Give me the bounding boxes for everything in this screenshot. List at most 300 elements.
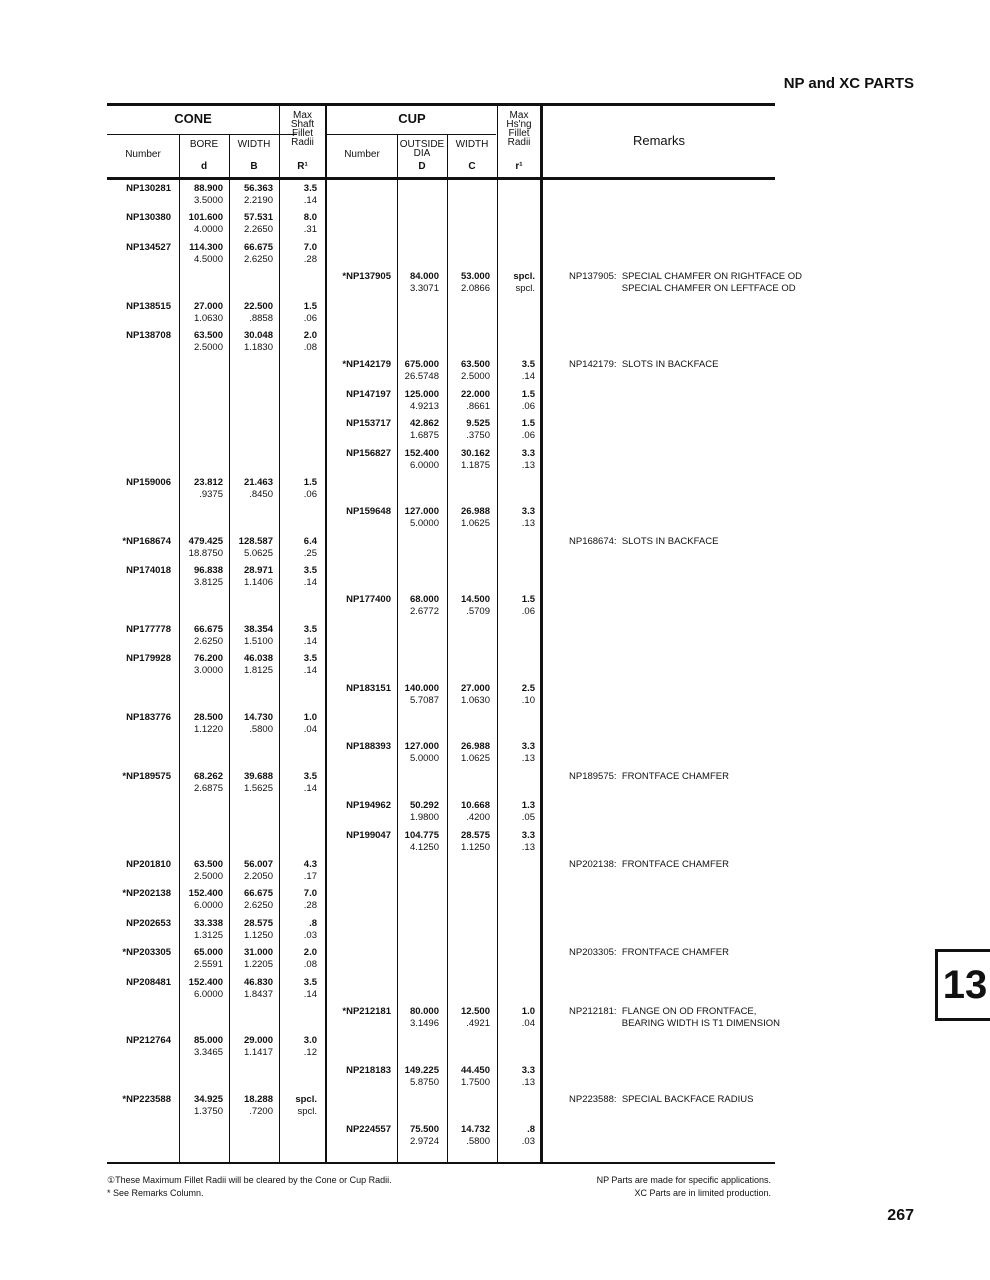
cell-value-inch: 1.2205 — [243, 959, 273, 971]
cell-cup: NP224557 — [346, 1123, 391, 1135]
cell-value-inch: 1.1875 — [460, 459, 490, 471]
cell-value-inch: 1.8125 — [243, 665, 273, 677]
cell-value: 3.3 — [521, 1064, 535, 1076]
cell-value: .8 — [527, 1123, 535, 1135]
table-bottom-rule — [107, 1162, 775, 1164]
cell-value: .8 — [309, 917, 317, 929]
cell-value-inch: 18.8750 — [188, 547, 223, 559]
cell-value-inch: 2.6772 — [409, 606, 439, 618]
cell-value: 29.000 — [243, 1035, 273, 1047]
cell-value-inch: spcl. — [297, 1106, 317, 1118]
cell-value-inch: 2.5591 — [193, 959, 223, 971]
cell-value: NP203305: FRONTFACE CHAMFER — [569, 947, 729, 959]
cell-cw — [430, 389, 490, 413]
cell-value-inch: 4.9213 — [409, 400, 439, 412]
cell-value: 127.000 — [404, 741, 439, 753]
cell-value: 479.425 — [188, 535, 223, 547]
cell-bw — [213, 947, 273, 971]
cell-value: 1.5 — [521, 388, 535, 400]
cell-value-inch: .4921 — [466, 1017, 490, 1029]
header-line: Radii — [291, 137, 314, 148]
cell-value: 12.500 — [460, 1005, 490, 1017]
table-row — [107, 737, 775, 766]
cell-value-inch: 2.6250 — [193, 635, 223, 647]
cell-value: 46.038 — [243, 653, 273, 665]
cell-rem — [569, 1094, 753, 1106]
cell-value: 1.0 — [303, 712, 317, 724]
cell-value-inch: 2.5000 — [193, 341, 223, 353]
cell-bw — [213, 477, 273, 501]
cell-cone: *NP168674 — [122, 535, 171, 547]
header-line: Fillet — [508, 128, 530, 139]
header-line: Fillet — [291, 128, 314, 139]
cell-value-inch: 1.8437 — [243, 988, 273, 1000]
cell-value: 28.575 — [243, 917, 273, 929]
cell-r — [277, 242, 317, 266]
cell-value: 63.500 — [193, 858, 223, 870]
cell-value: 128.587 — [238, 535, 273, 547]
footnote: NP Parts are made for specific applications. — [596, 1175, 771, 1185]
cell-value: NP189575: FRONTFACE CHAMFER — [569, 770, 729, 782]
cell-bw — [213, 888, 273, 912]
cell-value-inch: .8450 — [249, 488, 273, 500]
cell-cr — [495, 594, 535, 618]
cell-value-inch: 2.6250 — [243, 900, 273, 912]
cell-value-inch: .06 — [521, 606, 535, 618]
cell-value: 53.000 — [460, 271, 490, 283]
table-row — [107, 179, 775, 208]
cell-value: 75.500 — [409, 1123, 439, 1135]
cell-r — [277, 653, 317, 677]
table-row — [107, 561, 775, 590]
cell-value: 56.363 — [243, 183, 273, 194]
cell-value-inch: 3.1496 — [409, 1017, 439, 1029]
cell-value-inch: 2.0866 — [460, 283, 490, 295]
table-row — [107, 767, 775, 796]
cell-value-inch: 1.0625 — [460, 518, 490, 530]
cell-bw — [213, 242, 273, 266]
cell-value-inch: .5800 — [466, 1135, 490, 1147]
cell-value-inch: .05 — [521, 812, 535, 824]
cell-value: 65.000 — [193, 947, 223, 959]
cell-cr — [495, 448, 535, 472]
cell-value-inch: .14 — [303, 195, 317, 206]
cell-value-inch: .13 — [521, 1076, 535, 1088]
cell-cr — [495, 683, 535, 707]
max-shaft-fillet-header — [280, 111, 325, 147]
cell-value: 1.5 — [303, 476, 317, 488]
cell-value: 675.000 — [404, 359, 439, 371]
cell-cone: NP138708 — [126, 329, 171, 341]
cell-bw — [213, 183, 273, 207]
cell-value: 125.000 — [404, 388, 439, 400]
cell-value: 140.000 — [404, 682, 439, 694]
cell-value-inch: .06 — [521, 430, 535, 442]
cell-value: 46.830 — [243, 976, 273, 988]
cell-cr — [495, 830, 535, 854]
cell-r — [277, 1094, 317, 1118]
cell-cone: *NP223588 — [122, 1094, 171, 1106]
cell-value-inch: .03 — [521, 1135, 535, 1147]
cell-value: 3.5 — [303, 183, 317, 194]
header-line: Max — [509, 110, 529, 121]
cup-radius-symbol: r¹ — [515, 161, 523, 172]
table-row — [107, 385, 775, 414]
cell-cw — [430, 741, 490, 765]
header-line: Max — [293, 110, 312, 121]
cell-cup: NP183151 — [346, 682, 391, 694]
cell-value-inch: 4.0000 — [193, 224, 223, 236]
cell-cone: NP208481 — [126, 976, 171, 988]
cone-width-symbol: B — [250, 161, 258, 172]
header-line: DIA — [413, 148, 431, 159]
cell-value: 1.5 — [303, 300, 317, 312]
cell-rem — [569, 947, 729, 959]
cell-value-inch: .9375 — [199, 488, 223, 500]
cell-value: 104.775 — [404, 829, 439, 841]
cell-value: 4.3 — [303, 858, 317, 870]
cell-value: 2.0 — [303, 329, 317, 341]
cell-value: 66.675 — [243, 241, 273, 253]
cell-value: 3.5 — [303, 565, 317, 577]
table-row — [107, 326, 775, 355]
cell-value: 27.000 — [460, 682, 490, 694]
cell-cup: NP159648 — [346, 506, 391, 518]
cell-value-inch: 1.5625 — [243, 782, 273, 794]
cell-cw — [430, 271, 490, 295]
cell-value-inch: 6.0000 — [193, 988, 223, 1000]
cell-value-inch: 5.7087 — [409, 694, 439, 706]
cell-cw — [430, 506, 490, 530]
cell-value: 28.500 — [193, 712, 223, 724]
cell-bw — [213, 712, 273, 736]
cell-value: 66.675 — [193, 623, 223, 635]
cell-value: 26.988 — [460, 506, 490, 518]
cell-value-inch: 1.1250 — [460, 841, 490, 853]
table-row — [107, 708, 775, 737]
cell-cw — [430, 448, 490, 472]
cell-value: 63.500 — [193, 329, 223, 341]
cell-r — [277, 301, 317, 325]
cell-value: NP168674: SLOTS IN BACKFACE — [569, 535, 719, 547]
cell-value-inch: 1.1830 — [243, 341, 273, 353]
table-row — [107, 414, 775, 443]
cell-value: 14.500 — [460, 594, 490, 606]
footnotes-right — [597, 1174, 771, 1200]
cell-value: 18.288 — [243, 1094, 273, 1106]
table-row — [107, 502, 775, 531]
cone-width-header: WIDTH — [237, 139, 271, 150]
cell-cup: *NP142179 — [342, 359, 391, 371]
cell-value: 22.000 — [460, 388, 490, 400]
section-title: NP and XC PARTS — [783, 75, 914, 92]
cell-value-inch: .10 — [521, 694, 535, 706]
cell-value: 10.668 — [460, 800, 490, 812]
cell-value-inch: 2.5000 — [460, 371, 490, 383]
cell-value: 1.3 — [521, 800, 535, 812]
cell-value: 149.225 — [404, 1064, 439, 1076]
cell-value: 27.000 — [193, 300, 223, 312]
cell-rem — [569, 1006, 780, 1030]
cell-value-inch: SPECIAL CHAMFER ON LEFTFACE OD — [569, 283, 796, 295]
cell-bw — [213, 624, 273, 648]
cell-value-inch: .14 — [303, 988, 317, 1000]
cell-r — [277, 859, 317, 883]
cell-value: NP212181: FLANGE ON OD FRONTFACE, — [569, 1005, 757, 1017]
header-line: Radii — [507, 137, 531, 148]
cell-value-inch: .06 — [303, 312, 317, 324]
cell-cone: *NP202138 — [122, 888, 171, 900]
cell-value-inch: .17 — [303, 870, 317, 882]
cell-value: 21.463 — [243, 476, 273, 488]
cell-cone: NP130380 — [126, 212, 171, 224]
table-row — [107, 1061, 775, 1090]
cell-value: 96.838 — [193, 565, 223, 577]
cell-value: 3.5 — [521, 359, 535, 371]
cell-value-inch: .14 — [303, 665, 317, 677]
cell-cr — [495, 1124, 535, 1148]
cell-cw — [430, 1065, 490, 1089]
table-row — [107, 297, 775, 326]
cell-value: 88.900 — [193, 183, 223, 194]
cell-cup: NP199047 — [346, 829, 391, 841]
header-line: Shaft — [290, 119, 315, 130]
cell-value-inch: 1.1250 — [243, 929, 273, 941]
cell-cr — [495, 741, 535, 765]
cell-value-inch: 5.0000 — [409, 518, 439, 530]
cell-r — [277, 565, 317, 589]
cell-value-inch: .04 — [521, 1017, 535, 1029]
cell-value-inch: .04 — [303, 724, 317, 736]
table-row — [107, 208, 775, 237]
table-row — [107, 855, 775, 884]
cell-r — [277, 771, 317, 795]
cell-bw — [213, 212, 273, 236]
table-row — [107, 914, 775, 943]
cell-r — [277, 977, 317, 1001]
cell-value: 68.000 — [409, 594, 439, 606]
cell-value: 85.000 — [193, 1035, 223, 1047]
cell-value: 57.531 — [243, 212, 273, 224]
cell-cone: NP202653 — [126, 917, 171, 929]
table-row — [107, 590, 775, 619]
cell-rem — [569, 536, 718, 548]
cell-value: 3.3 — [521, 741, 535, 753]
cell-value: 30.048 — [243, 329, 273, 341]
cell-value: 39.688 — [243, 770, 273, 782]
cell-r — [277, 712, 317, 736]
table-row — [107, 473, 775, 502]
cell-value: 26.988 — [460, 741, 490, 753]
cell-value-inch: 1.5100 — [243, 635, 273, 647]
cell-value-inch: .7200 — [249, 1106, 273, 1118]
cell-r — [277, 536, 317, 560]
cell-cup: NP177400 — [346, 594, 391, 606]
cell-cup: *NP212181 — [342, 1005, 391, 1017]
cell-bw — [213, 565, 273, 589]
cell-value: 68.262 — [193, 770, 223, 782]
cell-value-inch: 6.0000 — [409, 459, 439, 471]
cell-cw — [430, 594, 490, 618]
cell-value-inch: 4.1250 — [409, 841, 439, 853]
cell-value-inch: .31 — [303, 224, 317, 236]
cell-value: 44.450 — [460, 1064, 490, 1076]
cell-value-inch: .25 — [303, 547, 317, 559]
cell-bw — [213, 918, 273, 942]
cell-value-inch: .8858 — [249, 312, 273, 324]
cell-bw — [213, 977, 273, 1001]
cell-value: 1.0 — [521, 1005, 535, 1017]
cell-value: 31.000 — [243, 947, 273, 959]
cell-value: 14.732 — [460, 1123, 490, 1135]
table-row — [107, 796, 775, 825]
cell-cup: NP188393 — [346, 741, 391, 753]
cell-value: 63.500 — [460, 359, 490, 371]
cell-value-inch: .13 — [521, 841, 535, 853]
cell-value-inch: 1.6875 — [409, 430, 439, 442]
cell-cone: NP179928 — [126, 653, 171, 665]
cell-cone: NP183776 — [126, 712, 171, 724]
cell-value: 56.007 — [243, 858, 273, 870]
cell-value-inch: 1.3750 — [193, 1106, 223, 1118]
cell-value-inch: .13 — [521, 753, 535, 765]
cell-cone: NP177778 — [126, 623, 171, 635]
cell-value-inch: 6.0000 — [193, 900, 223, 912]
cell-value: 28.575 — [460, 829, 490, 841]
table-row — [107, 532, 775, 561]
cell-cup: NP194962 — [346, 800, 391, 812]
table-body — [107, 179, 802, 1149]
cell-value: 2.5 — [521, 682, 535, 694]
cell-value-inch: .4200 — [466, 812, 490, 824]
cell-value-inch: 2.6875 — [193, 782, 223, 794]
cell-value-inch: .3750 — [466, 430, 490, 442]
cell-value: 30.162 — [460, 447, 490, 459]
cell-value-inch: .08 — [303, 959, 317, 971]
cell-value-inch: 5.0000 — [409, 753, 439, 765]
cell-cw — [430, 800, 490, 824]
cell-value: NP137905: SPECIAL CHAMFER ON RIGHTFACE OD — [569, 271, 802, 283]
cell-value: 2.0 — [303, 947, 317, 959]
table-row — [107, 267, 802, 296]
cup-width-header: WIDTH — [455, 139, 489, 150]
table-row — [107, 649, 775, 678]
cell-bw — [213, 1094, 273, 1118]
table-row — [107, 943, 775, 972]
cell-value: 6.4 — [303, 535, 317, 547]
cell-r — [277, 888, 317, 912]
cell-value: 3.3 — [521, 506, 535, 518]
cell-value: 14.730 — [243, 712, 273, 724]
cell-value: 114.300 — [189, 241, 223, 253]
cell-rem — [569, 859, 729, 871]
cell-value: 50.292 — [409, 800, 439, 812]
cell-cr — [495, 271, 535, 295]
cell-cone: NP130281 — [126, 183, 171, 194]
cell-bw — [213, 536, 273, 560]
cell-value: 84.000 — [409, 271, 439, 283]
cone-header-rule — [107, 134, 297, 135]
cell-cr — [495, 418, 535, 442]
cell-cup: NP147197 — [346, 388, 391, 400]
cell-value-inch: .13 — [521, 459, 535, 471]
cell-value: 152.400 — [188, 888, 223, 900]
cell-value: 3.0 — [303, 1035, 317, 1047]
cell-value-inch: 1.0630 — [460, 694, 490, 706]
cell-bw — [213, 1035, 273, 1059]
cell-bw — [213, 330, 273, 354]
cell-value: 7.0 — [303, 241, 317, 253]
table-row — [107, 444, 775, 473]
cell-value: 3.5 — [303, 623, 317, 635]
cell-value-inch: 1.0625 — [460, 753, 490, 765]
cell-value-inch: 1.3125 — [193, 929, 223, 941]
cell-value: NP223588: SPECIAL BACKFACE RADIUS — [569, 1094, 754, 1106]
cell-bw — [213, 771, 273, 795]
cell-value: spcl. — [295, 1094, 317, 1106]
cell-cr — [495, 800, 535, 824]
cell-value-inch: .8661 — [466, 400, 490, 412]
cell-value-inch: 26.5748 — [404, 371, 439, 383]
table-top-rule — [107, 103, 775, 106]
cell-value: 1.5 — [521, 418, 535, 430]
cell-cone: NP159006 — [126, 476, 171, 488]
cell-value-inch: spcl. — [515, 283, 535, 295]
cell-value-inch: 3.0000 — [193, 665, 223, 677]
cell-value: 38.354 — [243, 623, 273, 635]
cell-value-inch: 5.0625 — [243, 547, 273, 559]
cell-value-inch: .13 — [521, 518, 535, 530]
cell-value: 33.338 — [193, 917, 223, 929]
table-row — [107, 973, 775, 1002]
cell-value-inch: 1.0630 — [193, 312, 223, 324]
cell-value: 3.5 — [303, 976, 317, 988]
cell-cr — [495, 359, 535, 383]
cell-value: NP142179: SLOTS IN BACKFACE — [569, 359, 719, 371]
cell-value-inch: 2.5000 — [193, 870, 223, 882]
cell-value-inch: 2.6250 — [243, 253, 273, 265]
table-row — [107, 620, 775, 649]
bore-header: BORE — [189, 139, 219, 150]
cell-value: 101.600 — [188, 212, 223, 224]
cell-cone: *NP189575 — [122, 770, 171, 782]
cell-value-inch: .14 — [303, 635, 317, 647]
cell-value: 8.0 — [303, 212, 317, 224]
cell-cone: NP138515 — [126, 300, 171, 312]
cell-value: 80.000 — [409, 1005, 439, 1017]
cell-value: 34.925 — [193, 1094, 223, 1106]
cell-value-inch: 3.8125 — [193, 577, 223, 589]
cell-cw — [430, 418, 490, 442]
table-row — [107, 884, 775, 913]
cell-value-inch: .06 — [303, 488, 317, 500]
od-header — [397, 140, 447, 158]
cell-value-inch: .14 — [521, 371, 535, 383]
cell-cw — [430, 359, 490, 383]
cell-r — [277, 918, 317, 942]
cell-value-inch: 1.1220 — [193, 724, 223, 736]
cell-cw — [430, 1006, 490, 1030]
cone-number-header: Number — [125, 149, 161, 160]
cell-value-inch: .06 — [521, 400, 535, 412]
cell-cr — [495, 1006, 535, 1030]
table-row — [107, 679, 775, 708]
cup-header: CUP — [398, 111, 426, 126]
cell-value-inch: 1.9800 — [409, 812, 439, 824]
cell-cup: NP218183 — [346, 1064, 391, 1076]
cell-value-inch: .28 — [303, 900, 317, 912]
cell-cr — [495, 389, 535, 413]
